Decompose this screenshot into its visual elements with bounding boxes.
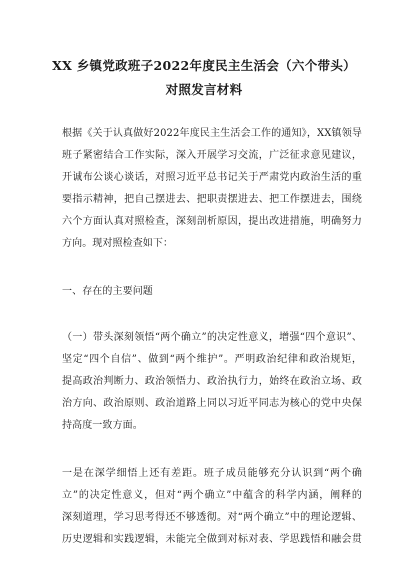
subsection-line: （一）带头深刻领悟“两个确立”的决定性意义，增强“四个意识”、: [62, 332, 362, 343]
section-heading: 一、存在的主要问题: [62, 286, 153, 297]
intro-line: 班子紧密结合工作实际，深入开展学习交流，广泛征求意见建议，: [62, 150, 362, 161]
intro-line: 方向。现对照检查如下：: [62, 238, 174, 249]
issue-line: 历史逻辑和实践逻辑，未能完全做到对标对表、学思践悟和融会贯: [62, 534, 362, 545]
subsection-line: 治方向、政治原则、政治道路上同以习近平同志为核心的党中央保: [62, 398, 362, 409]
subsection-line: 坚定“四个自信”、做到“两个维护”。严明政治纪律和政治规矩，: [62, 354, 362, 365]
intro-line: 六个方面认真对照检查，深刻剖析原因，提出改进措施，明确努力: [62, 216, 362, 227]
subsection-line: 提高政治判断力、政治领悟力、政治执行力，始终在政治立场、政: [62, 376, 362, 387]
issue-line: 一是在深学细悟上还有差距。班子成员能够充分认识到“两个确: [62, 468, 362, 479]
document-title: XX 乡镇党政班子2022年度民主生活会（六个带头）: [52, 58, 356, 73]
intro-line: 根据《关于认真做好2022年度民主生活会工作的通知》，XX镇领导: [62, 128, 362, 139]
issue-line: 立”的决定性意义，但对“两个确立”中蕴含的科学内涵，阐释的: [62, 490, 362, 501]
issue-line: 深刻道理，学习思考得还不够透彻。对“两个确立”中的理论逻辑、: [62, 512, 362, 523]
subsection-line: 持高度一致方面。: [62, 420, 143, 431]
document-subtitle: 对照发言材料: [165, 82, 243, 97]
intro-line: 开诚布公谈心谈话，对照习近平总书记关于严肃党内政治生活的重: [62, 172, 362, 183]
intro-line: 要指示精神，把自己摆进去、把职责摆进去、把工作摆进去，围绕: [62, 194, 362, 205]
